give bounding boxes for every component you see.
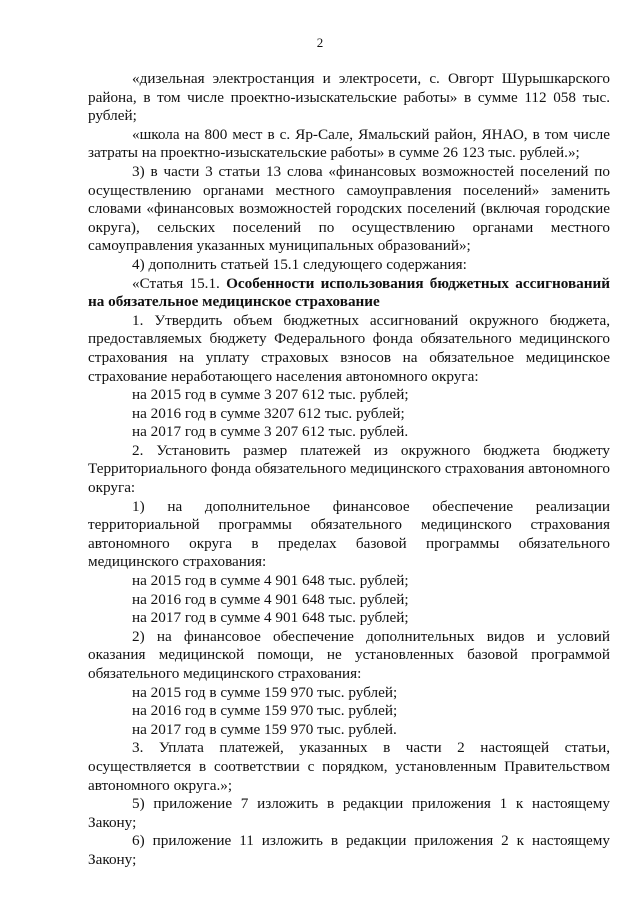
page-number: 2 [316, 35, 324, 50]
paragraph-item-6: 6) приложение 11 изложить в редакции приложения 2 к настоящему Закону; [88, 832, 610, 868]
document-body [88, 70, 610, 870]
sum-line-2016-a: на 2016 год в сумме 3207 612 тыс. рублей; [132, 404, 405, 422]
paragraph-diesel-station: «дизельная электростанция и электросети, с. Овгорт Шурышкарского района, в том числе проектно-изыскательские работы» в сумме 112 058 тыс. рублей; [88, 70, 610, 125]
paragraph-article-part-3: 3. Уплата платежей, указанных в части 2 настоящей статьи, осуществляется в соответствии с порядком, установленным Правительством автономного округа.»; [88, 739, 610, 794]
article-prefix: «Статья 15.1. [132, 274, 227, 292]
paragraph-item-3: 3) в части 3 статьи 13 слова «финансовых возможностей поселений по осуществлению органами местного самоуправления поселений» заменить словами «финансовых возможностей городских поселений (включая городские округа), сельских поселений по осуществлению органами местного самоуправления указанных муниципальных образований»; [88, 162, 610, 255]
paragraph-article-part-2: 2. Установить размер платежей из окружного бюджета бюджету Территориального фонда обязательного медицинского страхования автономного округа: [88, 441, 610, 497]
paragraph-subitem-1: 1) на дополнительное финансовое обеспечение реализации территориальной программы обязательного медицинского страхования автономного округа в пределах базовой программы обязательного медицинского страхования: [88, 497, 610, 571]
paragraph-item-4: 4) дополнить статьей 15.1 следующего содержания: [132, 255, 467, 273]
paragraph-school: «школа на 800 мест в с. Яр-Сале, Ямальский район, ЯНАО, в том числе затраты на проектно-изыскательские работы» в сумме 26 123 тыс. рублей.»; [88, 125, 610, 162]
paragraph-article-part-1: 1. Утвердить объем бюджетных ассигнований окружного бюджета, предоставляемых бюджету Федерального фонда обязательного медицинского страхования на уплату страховых взносов на обязательное медицинское страхование неработающего населения автономного округа: [88, 311, 610, 385]
article-heading [88, 275, 610, 312]
sum-line-2015-b: на 2015 год в сумме 4 901 648 тыс. рублей; [132, 572, 409, 590]
article-title: Особенности использования бюджетных ассигнований на обязательное медицинское страхование [88, 274, 610, 311]
sum-line-2016-b: на 2016 год в сумме 4 901 648 тыс. рублей; [132, 590, 409, 608]
sum-line-2017-a: на 2017 год в сумме 3 207 612 тыс. рублей. [132, 423, 409, 441]
sum-line-2015-a: на 2015 год в сумме 3 207 612 тыс. рублей; [132, 386, 409, 404]
sum-line-2017-b: на 2017 год в сумме 4 901 648 тыс. рублей; [132, 609, 409, 627]
sum-line-2015-c: на 2015 год в сумме 159 970 тыс. рублей; [132, 683, 398, 701]
sum-line-2017-c: на 2017 год в сумме 159 970 тыс. рублей. [132, 720, 397, 738]
sum-line-2016-c: на 2016 год в сумме 159 970 тыс. рублей; [132, 702, 398, 720]
paragraph-subitem-2: 2) на финансовое обеспечение дополнительных видов и условий оказания медицинской помощи, не установленных базовой программой обязательного медицинского страхования: [88, 627, 610, 682]
paragraph-item-5: 5) приложение 7 изложить в редакции приложения 1 к настоящему Закону; [88, 795, 610, 831]
